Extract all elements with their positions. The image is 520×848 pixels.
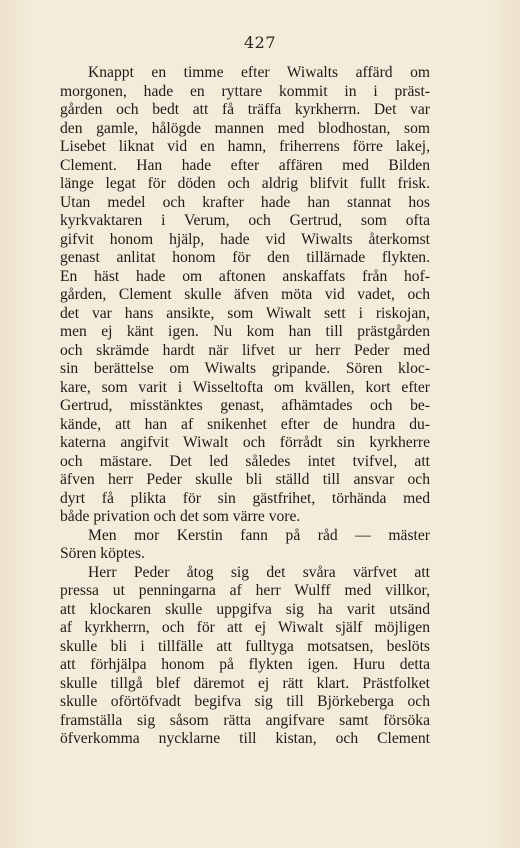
text-line: af kyrkherrn, och för att ej Wiwalt själf möjligen	[60, 619, 430, 636]
text-line: öfverkomma nycklarne till kistan, och Clement	[60, 730, 430, 747]
text-line: och mästare. Det led således intet tvifvel, att	[60, 452, 430, 470]
text-line: gifvit honom hjälp, hade vid Wiwalts återkomst	[60, 230, 430, 248]
text-line: skulle bli i tillfälle att fulltyga motsatsen, beslöts	[60, 637, 430, 655]
text-line: skulle tillgå blef däremot ej rätt klart. Prästfolket	[60, 674, 430, 692]
text-line: äfven herr Peder skulle bli ställd till ansvar och	[60, 471, 430, 488]
text-line: kände, att han af snikenhet efter de hundra du-	[60, 415, 430, 433]
text-line: Sören köptes.	[60, 545, 145, 562]
text-line: sin berättelse om Wiwalts gripande. Sören kloc-	[60, 360, 430, 377]
text-line: skulle oförtöfvadt begifva sig till Björkeberga och	[60, 693, 430, 710]
body-text	[60, 64, 430, 749]
text-line: genast anlitat honom för den tillärnade flykten.	[60, 249, 430, 266]
text-line: pressa ut penningarna af herr Wulff med villkor,	[60, 582, 430, 599]
text-line: Knappt en timme efter Wiwalts affärd om	[88, 64, 430, 81]
text-line: Gertrud, misstänktes genast, afhämtades och be-	[60, 397, 430, 414]
text-line: Lisebet liknat vid en hamn, friherrens förre lakej,	[60, 138, 430, 155]
text-line: gården, Clement skulle äfven möta vid vadet, och	[60, 286, 430, 303]
text-line: kyrkvaktaren i Verum, och Gertrud, som ofta	[60, 212, 430, 229]
text-line: En häst hade om aftonen anskaffats från hof-	[60, 267, 430, 285]
text-line: Utan medel och krafter hade han stannat hos	[60, 193, 430, 211]
text-line: den gamle, hålögde mannen med blodhostan, som	[60, 119, 430, 137]
text-line: katerna angifvit Wiwalt och förrådt sin kyrkherre	[60, 434, 430, 451]
page-number: 427	[243, 33, 277, 52]
text-line: gården och bedt att få träffa kyrkherrn. Det var	[60, 101, 430, 118]
text-line: det var hans ansikte, som Wiwalt sett i riskojan,	[60, 304, 430, 322]
text-line: Men mor Kerstin fann på råd — mäster	[88, 526, 430, 544]
text-line: att klockaren skulle uppgifva sig ha varit utsänd	[60, 600, 430, 618]
text-line: och skrämde hardt när lifvet ur herr Peder med	[60, 341, 430, 359]
text-line: dyrt få plikta för sin gästfrihet, törhända med	[60, 489, 430, 507]
text-line: Clement. Han hade efter affären med Bilden	[60, 156, 430, 174]
text-line: framställa sig såsom rätta angifvare samt försöka	[60, 711, 430, 729]
text-line: kare, som varit i Wisseltofta om kvällen, kort efter	[60, 378, 430, 396]
text-line: morgonen, hade en ryttare kommit in i präst-	[60, 82, 430, 100]
text-line: både privation och det som värre vore.	[60, 508, 301, 525]
text-line: länge legat för döden och aldrig blifvit fullt frisk.	[60, 175, 430, 192]
text-line: men ej känt igen. Nu kom han till prästgården	[60, 323, 430, 340]
text-line: Herr Peder åtog sig det svåra värfvet att	[88, 563, 430, 581]
text-line: att förhjälpa honom på flykten igen. Huru detta	[60, 656, 430, 673]
